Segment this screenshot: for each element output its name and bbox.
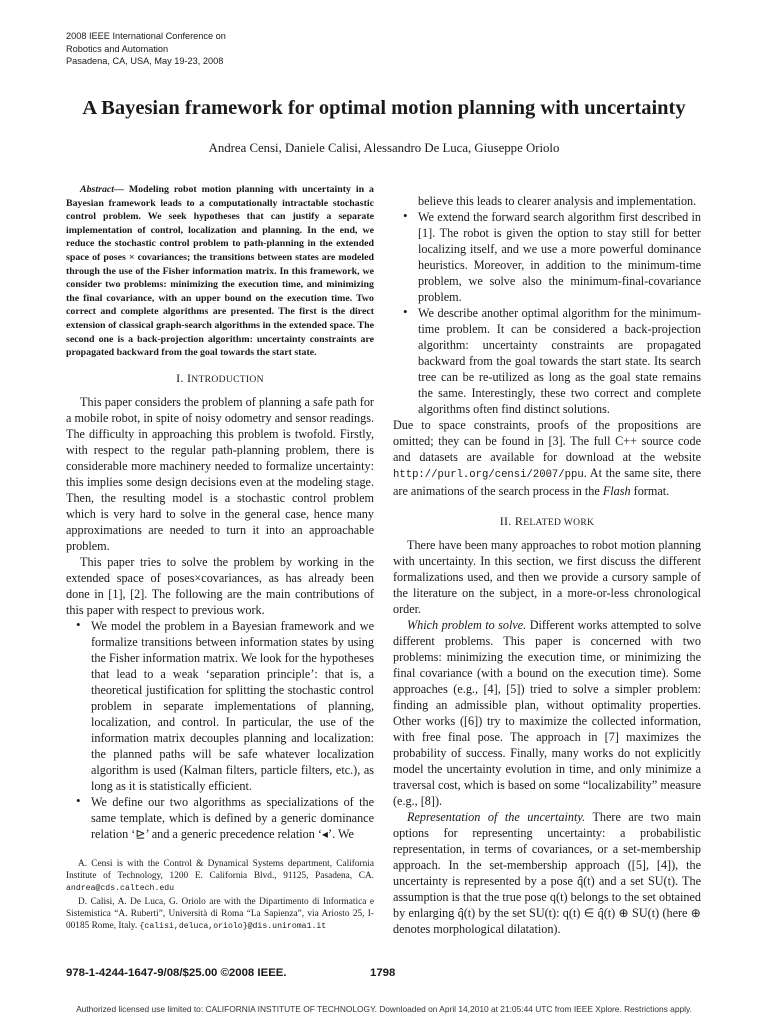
- conference-line-1: 2008 IEEE International Conference on: [66, 31, 226, 41]
- paragraph-label: Representation of the uncertainty.: [407, 810, 586, 824]
- conference-line-3: Pasadena, CA, USA, May 19-23, 2008: [66, 56, 224, 66]
- section-title-rest: ELATED WORK: [523, 517, 595, 528]
- abstract: [66, 183, 374, 360]
- list-item-text: We extend the forward search algorithm first described in [1]. The robot is given the option to stay still for better localizing itself, and we use a more powerful dominance heuristics. Moreover, in addition to the minimum-time problem, we solve also the minimum-final-covariance problem.: [418, 210, 701, 304]
- list-item: [66, 794, 374, 842]
- section-number: II.: [499, 514, 515, 528]
- section-title-rest: NTRODUCTION: [191, 373, 264, 385]
- list-item-text: We define our two algorithms as specializations of the same template, which is defined by a generic dominance relation ‘⊵’ and a generic precedence relation ‘◂’. We: [91, 794, 374, 841]
- contribution-list: [66, 618, 374, 842]
- footnote-2: [66, 896, 374, 934]
- footnote-text: D. Calisi, A. De Luca, G. Oriolo are with the Dipartimento di Informatica e Sistemistica “A. Ruberti”, Università di Roma “La Sapienza”, via Ariosto 25, I-00185 Rome, Italy.: [66, 896, 374, 932]
- paragraph-label: Which problem to solve.: [407, 618, 527, 632]
- related-paragraph-1: There have been many approaches to robot motion planning with uncertainty. In this section, we first discuss the different formalizations used, and then we provide a cursory sample of the literature on the subject, in a more-or-less chronological order.: [393, 538, 701, 616]
- conference-line-2: Robotics and Automation: [66, 43, 169, 54]
- related-paragraph-3: [393, 809, 701, 937]
- section-number: I.: [176, 370, 187, 385]
- footnote-email[interactable]: {calisi,deluca,oriolo}@dis.uniroma1.it: [139, 922, 327, 932]
- list-item-text: believe this leads to clearer analysis and implementation.: [418, 194, 697, 208]
- isbn-footer: 978-1-4244-1647-9/08/$25.00 ©2008 IEEE.: [66, 967, 287, 979]
- paper-authors: Andrea Censi, Daniele Calisi, Alessandro De Luca, Giuseppe Oriolo: [208, 141, 560, 155]
- related-paragraph-2: [393, 617, 701, 809]
- left-column: [66, 183, 374, 934]
- paper-title: A Bayesian framework for optimal motion planning with uncertainty: [82, 97, 686, 119]
- conference-info: [66, 30, 326, 68]
- paragraph-text: There are two main options for representing uncertainty: a probabilistic representation, in terms of covariances, or a set-membership approach. In the set-membership approach ([5], [4]), the uncertainty is represented by a pose q̂(t) and a set SU(t). The assumption is that the true pose q(t) belongs to the set obtained by enlarging q̂(t) by the set SU(t): q(t) ∈ q̂(t) ⊕ SU(t) (here ⊕ denotes morphological dilatation).: [393, 810, 701, 936]
- list-item: [393, 305, 701, 417]
- availability-paragraph: [393, 417, 701, 499]
- project-url-link[interactable]: http://purl.org/censi/2007/ppu: [393, 469, 584, 481]
- availability-text: Due to space constraints, proofs of the propositions are omitted; they can be found in [3]. The full C++ source code and datasets are available for download at the website: [393, 418, 701, 464]
- paragraph-text: Different works attempted to solve different problems. This paper is concerned with two problems: minimizing the execution time, or minimizing the final covariance (with a bound on the execution time). Some approaches (e.g., [4], [5]) tried to solve a simpler problem: finding an admissible plan, without optimality properties. Other works ([6]) try to maximize the collected information, with free final pose. The approach in [7] maximizes the probability of success. Finally, many works do not explicitly model the uncertainty evolution in time, and only minimize a traversal cost, which is based on some “localizability” measure (e.g., [8]).: [393, 618, 701, 808]
- license-notice: Authorized licensed use limited to: CALIFORNIA INSTITUTE OF TECHNOLOGY. Downloaded on April 14,2010 at 21:05:44 UTC from IEEE Xplore. Restrictions apply.: [76, 1004, 692, 1014]
- list-item: [66, 618, 374, 794]
- abstract-label: Abstract: [80, 184, 115, 195]
- footnote-email[interactable]: andrea@cds.caltech.edu: [66, 884, 175, 894]
- list-item-text: We describe another optimal algorithm for the minimum-time problem. It can be considered a back-projection algorithm: uncertainty constraints are propagated backward from the goal towards the start state. Its search tree can be re-utilized as long as the goal state remains the same. Interestingly, these two correct and complete algorithms often find distinct solutions.: [418, 306, 701, 416]
- list-item-text: We model the problem in a Bayesian framework and we formalize transitions between information states by using the Fisher information matrix. We look for the hypotheses that lead to a weak ‘separation principle’: that is, a theoretical justification for splitting the stochastic control problem in separate implementations of planning, localization, and control. In particular, the use of the information matrix decouples planning and localization: the planned paths will be safe whatever localization algorithm is used (Kalman filters, particle filters, etc.), as long as it is statistically efficient.: [91, 618, 374, 793]
- list-item: [393, 193, 701, 209]
- flash-term: Flash: [602, 484, 631, 498]
- section-initial: I: [187, 370, 192, 385]
- abstract-text: — Modeling robot motion planning with uncertainty in a Bayesian framework leads to a computationally intractable stochastic control problem. We seek hypotheses that can justify a separate implementation of control, localization and planning. In the end, we reduce the stochastic control problem to path-planning in the extended space of poses × covariances; the transitions between states are modeled through the use of the Fisher information matrix. In this framework, we consider two problems: minimizing the execution time, and minimizing the final covariance, with an upper bound on the execution time. Two correct and complete algorithms are presented. The first is the direct extension of classical graph-search algorithms in the extended space. The second one is a back-projection algorithm: uncertainty constraints are propagated backward from the goal towards the start state.: [66, 184, 374, 359]
- contribution-list-continued: [393, 193, 701, 417]
- bullet-icon: •: [403, 304, 408, 319]
- bullet-icon: •: [76, 616, 81, 632]
- list-item: [393, 209, 701, 305]
- bullet-icon: •: [403, 208, 408, 223]
- bullet-icon: •: [76, 792, 81, 808]
- intro-paragraph-2: This paper tries to solve the problem by working in the extended space of poses×covariances, as has already been done in [1], [2]. The following are the main contributions of this paper with respect to previous work.: [66, 554, 374, 617]
- availability-text: format.: [633, 484, 670, 498]
- footnote-1: [66, 858, 374, 896]
- availability-text: . At the same site, there are animations of the search process in the: [393, 466, 701, 498]
- section-heading-introduction: [66, 370, 374, 388]
- section-heading-related-work: [393, 513, 701, 531]
- footnote-text: A. Censi is with the Control & Dynamical Systems department, California Institute of Technology, 1200 E. California Blvd., 91125, Pasadena, CA.: [66, 858, 374, 882]
- right-column: [393, 193, 701, 937]
- page-number: 1798: [370, 967, 396, 979]
- section-initial: R: [514, 514, 524, 528]
- intro-paragraph-1: This paper considers the problem of planning a safe path for a mobile robot, in spite of noisy odometry and sensor readings. The difficulty in approaching this problem is twofold. Firstly, with respect to the regular path-planning problem, there is considerable more machinery needed to formalize uncertainty: this implies some design decisions even at the modeling stage. Then, the resulting model is a stochastic control problem which is very hard to solve in the general case, hence many approximations are needed to turn it into an approachable problem.: [66, 394, 374, 553]
